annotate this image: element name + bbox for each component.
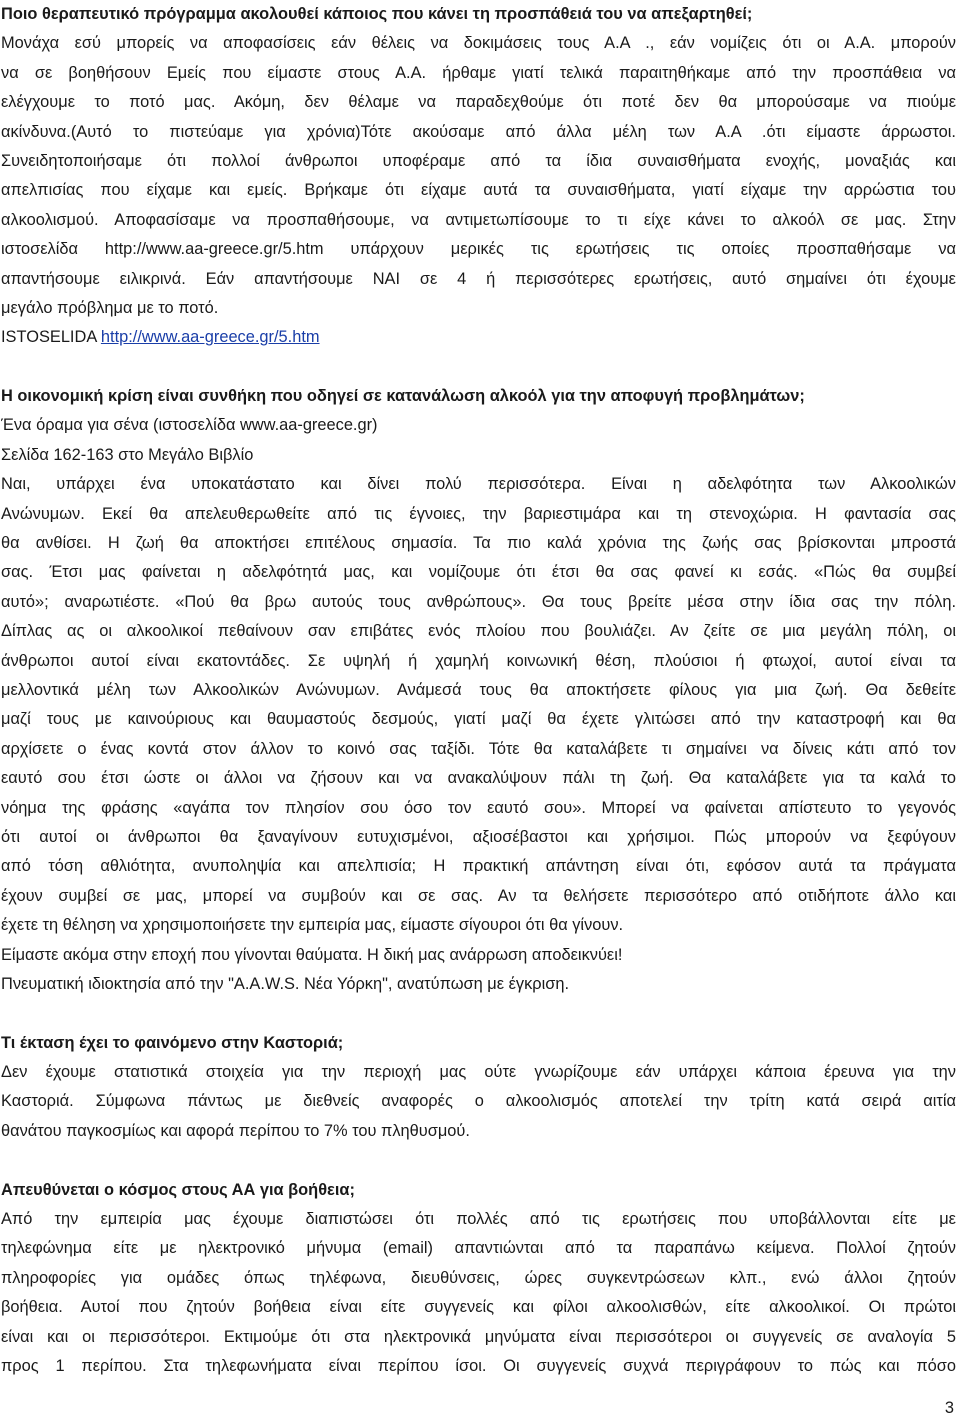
paragraph-line: να σε βοηθήσουν Εμείς που είμαστε στους Α.Α. ήρθαμε γιατί τελικά παραιτηθήκαμε από την προσπάθεια να: [1, 63, 956, 82]
paragraph-kastoria: [1, 1058, 956, 1146]
paragraph-line: θανάτου παγκοσμίως και αφορά περίπου το 7% του πληθυσμού.: [1, 1121, 470, 1140]
paragraph-line: άνθρωποι αυτοί είναι εκατοντάδες. Σε υψηλή ή χαμηλή κοινωνική θέση, πλούσιοι ή φτωχοί, αυτοί είναι τα: [1, 651, 956, 670]
paragraph-line: έχουν συμβεί σε μας, μπορεί να συμβούν και σε σας. Αν τα θελήσετε περισσότερο από οτιδήποτε άλλο και: [1, 886, 956, 905]
paragraph-line: σας. Έτσι μας φαίνεται η αδελφότητά μας, και νομίζουμε ότι έτσι θα σας φανεί κι εσάς. «Πώς θα συμβεί: [1, 563, 956, 582]
big-book-pages: Σελίδα 162-163 στο Μεγάλο Βιβλίο: [1, 445, 254, 464]
paragraph-line: μελλοντικά μέλη των Αλκοολικών Ανώνυμων. Ανάμεσά τους θα αποκτήσετε φίλους για μια ζωή. Θα δεθείτε: [1, 680, 956, 699]
paragraph-therapy-program: [1, 29, 956, 352]
spacer: [1, 999, 956, 1028]
paragraph-line: ακίνδυνα.(Αυτό το πιστεύαμε για χρόνια)Τότε ακούσαμε από άλλα μέλη των Α.Α .ότι είμαστε άρρωστοι.: [1, 122, 956, 141]
paragraph-line: έχετε τη θέληση να χρησιμοποιήσετε την εμπειρία μας, είμαστε σίγουροι ότι θα γίνουν.: [1, 916, 624, 935]
paragraph-line: ότι αυτοί οι άνθρωποι θα ξαναγίνουν ευτυχισμένοι, αξιοσέβαστοι και χρήσιμοι. Πώς μπορούν να ξεφύγουν: [1, 827, 956, 846]
section-heading-economic-crisis: Η οικονομική κρίση είναι συνθήκη που οδηγεί σε κατανάλωση αλκοόλ για την αποφυγή προβλημάτων;: [1, 387, 805, 406]
paragraph-line: ιστοσελίδα http://www.aa-greece.gr/5.htm υπάρχουν μερικές τις ερωτήσεις τις οποίες προσπαθήσαμε να: [1, 240, 956, 259]
paragraph-line: προς 1 περίπου. Στα τηλεφωνήματα είναι περίπου ίσοι. Οι συγγενείς συχνά περιγράφουν το πώς και πόσο: [1, 1356, 956, 1375]
paragraph-line: απαντήσουμε ειλικρινά. Εάν απαντήσουμε ΝΑΙ σε 4 ή περισσότερες ερωτήσεις, αυτό σημαίνει ότι έχουμε: [1, 269, 956, 288]
website-reference: [1, 323, 956, 352]
page-number: 3: [944, 1399, 954, 1417]
section-heading-kastoria: Τι έκταση έχει το φαινόμενο στην Καστοριά;: [1, 1033, 344, 1052]
paragraph-line: Δεν έχουμε στατιστικά στοιχεία για την περιοχή μας ούτε γνωρίζουμε εάν υπάρχει κάποια έρευνα για την: [1, 1063, 956, 1082]
website-label: ISTOSELIDA: [1, 328, 101, 347]
paragraph-line: τηλεφώνημα είτε με ηλεκτρονικό μήνυμα (email) απαντιώνται από τα παραπάνω κείμενα. Πολλοί ζητούν: [1, 1239, 956, 1258]
website-link[interactable]: http://www.aa-greece.gr/5.htm: [100, 328, 320, 347]
paragraph-line: μαζί τους με καινούριους και θαυμαστούς δεσμούς, γιατί μαζί θα έχετε γλιτώσει από την καταστροφή και θα: [1, 710, 956, 729]
paragraph-economic-crisis: [1, 470, 956, 999]
paragraph-line: Συνειδητοποιήσαμε ότι πολλοί άνθρωποι υποφέραμε από τα ίδια συναισθήματα ενοχής, μοναξιάς και: [1, 151, 956, 170]
paragraph-line: ελέγχουμε το ποτό μας. Ακόμη, δεν θέλαμε να παραδεχθούμε ότι ποτέ δεν θα μπορούσαμε να πιούμε: [1, 93, 956, 112]
paragraph-line: αλκοολισμού. Αποφασίσαμε να προσπαθήσουμε, να αντιμετωπίσουμε το τι είχε κάνει το αλκοόλ σε μας. Στην: [1, 210, 956, 229]
paragraph-line: εαυτό σου έτσι ώστε οι άλλοι να ζήσουν και να ανακαλύψουν πάλι τη ζωή. Θα καταλάβετε για τα καλά το: [1, 769, 956, 788]
paragraph-seeking-help: [1, 1205, 956, 1381]
paragraph-line: θα ανθίσει. Η ζωή θα αποκτήσει επιτέλους σημασία. Τα πιο καλά χρόνια της ζωής σας βρίσκονται μπροστά: [1, 534, 956, 553]
section-heading-therapy-program: Ποιο θεραπευτικό πρόγραμμα ακολουθεί κάποιος που κάνει τη προσπάθειά του να απεξαρτηθεί;: [1, 5, 753, 23]
paragraph-line: Μονάχα εσύ μπορείς να αποφασίσεις εάν θέλεις να δοκιμάσεις τους Α.Α ., εάν νομίζεις ότι οι Α.Α. μπορούν: [1, 34, 956, 53]
section-heading-seeking-help: Απευθύνεται ο κόσμος στους ΑΑ για βοήθεια;: [1, 1180, 355, 1199]
paragraph-line: Ανώνυμων. Εκεί θα απελευθερωθείτε από τις έγνοιες, την βαριεστιμάρα και τη στενοχώρια. Η φαντασία σας: [1, 504, 956, 523]
vision-reference: Ένα όραμα για σένα (ιστοσελίδα www.aa-greece.gr): [1, 416, 378, 435]
copyright-credit: Πνευματική ιδιοκτησία από την "A.A.W.S. Νέα Υόρκη", ανατύπωση με έγκριση.: [1, 974, 570, 993]
miracles-line: Είμαστε ακόμα στην εποχή που γίνονται θαύματα. Η δική μας ανάρρωση αποδεικνύει!: [1, 945, 623, 964]
paragraph-line: αρχίσετε ο ένας κοντά στον άλλον το κοινό σας ταξίδι. Τότε θα καταλάβετε τι σημαίνει να δίνεις κάτι από τον: [1, 739, 956, 758]
paragraph-line: νόημα της φράσης «αγάπα τον πλησίον σου όσο τον εαυτό σου». Μπορεί να φαίνεται απίστευτο το γεγονός: [1, 798, 956, 817]
spacer: [1, 353, 956, 382]
paragraph-line: Ναι, υπάρχει ένα υποκατάστατο και δίνει πολύ περισσότερα. Είναι η αδελφότητα των Αλκοολικών: [1, 475, 956, 494]
paragraph-line: βοήθεια. Αυτοί που ζητούν βοήθεια είναι είτε συγγενείς και φίλοι αλκοολισθών, είτε αλκοολικοί. Οι πρώτοι: [1, 1298, 956, 1317]
paragraph-line: είναι και οι περισσότεροι. Εκτιμούμε ότι στα ηλεκτρονικά μηνύματα είναι περισσότεροι οι συγγενείς σε αναλογία 5: [1, 1327, 956, 1346]
spacer: [1, 1146, 956, 1175]
paragraph-line: από τόση αθλιότητα, ανυποληψία και απελπισία; Η πρακτική απάντηση είναι ότι, εφόσον αυτά τα πράγματα: [1, 857, 956, 876]
paragraph-line: μεγάλο πρόβλημα με το ποτό.: [1, 298, 219, 317]
paragraph-line: πληροφορίες για ομάδες όπως τηλέφωνα, διευθύνσεις, ώρες συγκεντρώσεων κλπ., ενώ άλλοι ζητούν: [1, 1268, 956, 1287]
paragraph-line: Από την εμπειρία μας έχουμε διαπιστώσει ότι πολλές από τις ερωτήσεις που υποβάλλονται είτε με: [1, 1210, 956, 1229]
paragraph-line: απελπισίας που είχαμε και εμείς. Βρήκαμε ότι είχαμε αυτά τα συναισθήματα, γιατί είχαμε την αρρώστια του: [1, 181, 956, 200]
paragraph-line: αυτό»; αναρωτιέστε. «Πού θα βρω αυτούς τους ανθρώπους». Θα τους βρείτε μέσα στην ίδια σας την πόλη.: [1, 592, 956, 611]
paragraph-line: Δίπλας ας οι αλκοολικοί πεθαίνουν σαν επιβάτες ενός πλοίου που βουλιάζει. Αν ζείτε σε μια μεγάλη πόλη, οι: [1, 622, 956, 641]
paragraph-line: Καστοριά. Σύμφωνα πάντως με διεθνείς αναφορές ο αλκοολισμός αποτελεί την τρίτη κατά σειρά αιτία: [1, 1092, 956, 1111]
